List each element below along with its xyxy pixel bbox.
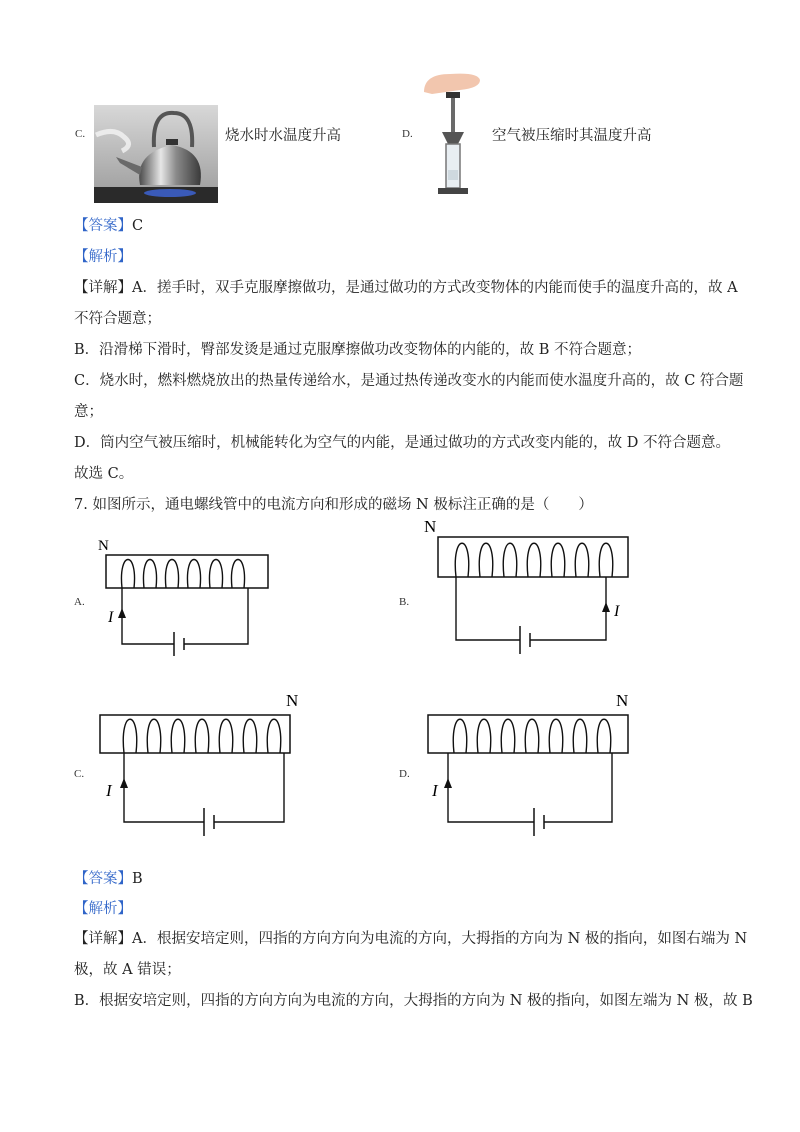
q6-detail-line-6: D．筒内空气被压缩时，机械能转化为空气的内能，是通过做功的方式改变内能的，故 D 不符合题意。 bbox=[74, 435, 730, 451]
q7-detail-line-1 bbox=[74, 929, 747, 949]
answer-value: B bbox=[132, 871, 143, 887]
current-label-a: I bbox=[108, 609, 114, 626]
q6-answer bbox=[74, 216, 143, 236]
kettle-image bbox=[94, 105, 218, 203]
q6-conclusion: 故选 C。 bbox=[74, 466, 134, 482]
analysis-tag-q7: 【解析】 bbox=[74, 901, 132, 917]
q6-detail-line-4: C．烧水时，燃料燃烧放出的热量传递给水，是通过热传递改变水的内能而使水温度升高的，故 C 符合题 bbox=[74, 373, 744, 389]
option-c-label: C. bbox=[75, 128, 86, 140]
solenoid-diagram-d bbox=[420, 686, 640, 846]
detail-tag: 【详解】 bbox=[74, 280, 132, 296]
solenoid-diagram-c bbox=[92, 686, 312, 846]
question-7-stem: 7. 如图所示，通电螺线管中的电流方向和形成的磁场 N 极标注正确的是（ ） bbox=[74, 497, 593, 513]
detail-tag: 【详解】 bbox=[74, 931, 132, 947]
q7-detail-line-2: 极，故 A 错误； bbox=[74, 962, 181, 978]
option-d-label-q7: D. bbox=[399, 768, 410, 780]
pole-label-d: N bbox=[616, 691, 629, 710]
pole-label-a: N bbox=[98, 538, 109, 554]
q6-detail-line-1 bbox=[74, 278, 738, 298]
air-compression-apparatus-image bbox=[420, 66, 486, 198]
q6-detail-line-2: 不符合题意； bbox=[74, 311, 161, 327]
answer-tag: 【答案】 bbox=[74, 871, 132, 887]
solenoid-diagram-b bbox=[410, 510, 640, 660]
option-c-caption: 烧水时水温度升高 bbox=[225, 128, 341, 144]
option-d-label: D. bbox=[402, 128, 413, 140]
q6-detail-line-3: B．沿滑梯下滑时，臀部发烫是通过克服摩擦做功改变物体的内能的，故 B 不符合题意； bbox=[74, 342, 642, 358]
option-d-caption: 空气被压缩时其温度升高 bbox=[492, 128, 652, 144]
q6-detail-line-5: 意； bbox=[74, 404, 103, 420]
solenoid-diagram-a bbox=[70, 530, 300, 660]
answer-tag: 【答案】 bbox=[74, 218, 132, 234]
q7-answer bbox=[74, 869, 143, 889]
detail-text: A．搓手时，双手克服摩擦做功，是通过做功的方式改变物体的内能而使手的温度升高的，故 A bbox=[132, 280, 738, 296]
answer-value: C bbox=[132, 218, 144, 234]
pole-label-c: N bbox=[286, 691, 299, 710]
detail-text: A．根据安培定则，四指的方向方向为电流的方向，大拇指的方向为 N 极的指向，如图右端为 N bbox=[132, 931, 748, 947]
pole-label-b: N bbox=[424, 517, 437, 536]
current-label-c: I bbox=[106, 781, 112, 800]
current-label-b: I bbox=[614, 603, 620, 620]
current-label-d: I bbox=[432, 781, 438, 800]
option-a-label: A. bbox=[74, 596, 85, 608]
analysis-tag: 【解析】 bbox=[74, 249, 132, 265]
option-b-label: B. bbox=[399, 596, 410, 608]
option-c-label-q7: C. bbox=[74, 768, 85, 780]
q7-detail-line-3: B．根据安培定则，四指的方向方向为电流的方向，大拇指的方向为 N 极的指向，如图左端为 N 极，故 B bbox=[74, 993, 753, 1009]
